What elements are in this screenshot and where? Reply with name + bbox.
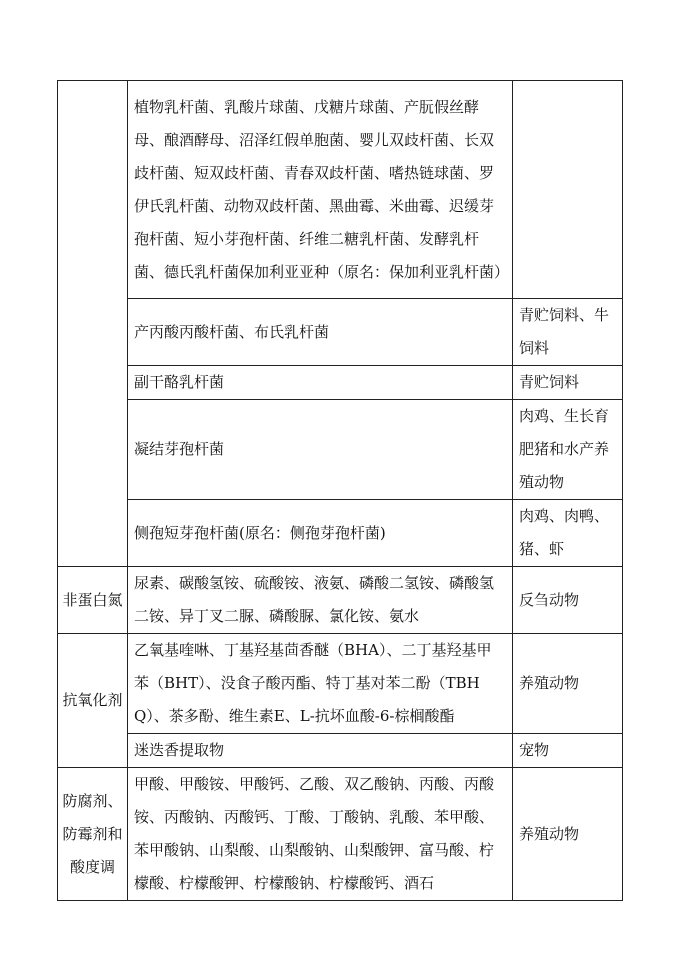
use-cell: 青贮饲料 — [513, 366, 623, 400]
table-row — [58, 400, 623, 500]
table-row — [58, 81, 623, 299]
use-cell: 青贮饲料、牛饲料 — [513, 299, 623, 366]
table-row — [58, 567, 623, 634]
table-row — [58, 734, 623, 768]
substance-cell: 副干酪乳杆菌 — [128, 366, 513, 400]
substance-cell: 乙氧基喹啉、丁基羟基茴香醚（BHA）、二丁基羟基甲苯（BHT）、没食子酸丙酯、特丁基对苯二酚（TBHQ）、茶多酚、维生素E、L-抗坏血酸-6-棕榈酸酯 — [128, 634, 513, 734]
use-cell: 养殖动物 — [513, 768, 623, 901]
substance-cell: 产丙酸丙酸杆菌、布氏乳杆菌 — [128, 299, 513, 366]
use-cell — [513, 81, 623, 299]
substance-cell: 迷迭香提取物 — [128, 734, 513, 768]
substance-cell: 尿素、碳酸氢铵、硫酸铵、液氨、磷酸二氢铵、磷酸氢二铵、异丁叉二脲、磷酸脲、氯化铵、氨水 — [128, 567, 513, 634]
table-row — [58, 366, 623, 400]
use-cell: 宠物 — [513, 734, 623, 768]
use-cell: 养殖动物 — [513, 634, 623, 734]
use-cell: 肉鸡、肉鸭、猪、虾 — [513, 500, 623, 567]
substance-cell: 侧孢短芽孢杆菌(原名：侧孢芽孢杆菌) — [128, 500, 513, 567]
table-row — [58, 500, 623, 567]
category-cell: 抗氧化剂 — [58, 634, 128, 768]
table-row — [58, 768, 623, 901]
feed-additive-table — [57, 80, 623, 901]
substance-cell: 凝结芽孢杆菌 — [128, 400, 513, 500]
category-cell — [58, 81, 128, 567]
use-cell: 肉鸡、生长育肥猪和水产养殖动物 — [513, 400, 623, 500]
table-row — [58, 634, 623, 734]
category-cell: 防腐剂、防霉剂和酸度调 — [58, 768, 128, 901]
use-cell: 反刍动物 — [513, 567, 623, 634]
category-cell: 非蛋白氮 — [58, 567, 128, 634]
table-row — [58, 299, 623, 366]
substance-cell: 植物乳杆菌、乳酸片球菌、戊糖片球菌、产朊假丝酵母、酿酒酵母、沼泽红假单胞菌、婴儿双歧杆菌、长双歧杆菌、短双歧杆菌、青春双歧杆菌、嗜热链球菌、罗伊氏乳杆菌、动物双歧杆菌、黑曲霉、米曲霉、迟缓芽孢杆菌、短小芽孢杆菌、纤维二糖乳杆菌、发酵乳杆菌、德氏乳杆菌保加利亚亚种（原名：保加利亚乳杆菌） — [128, 81, 513, 299]
substance-cell: 甲酸、甲酸铵、甲酸钙、乙酸、双乙酸钠、丙酸、丙酸铵、丙酸钠、丙酸钙、丁酸、丁酸钠、乳酸、苯甲酸、苯甲酸钠、山梨酸、山梨酸钠、山梨酸钾、富马酸、柠檬酸、柠檬酸钾、柠檬酸钠、柠檬酸钙、酒石 — [128, 768, 513, 901]
